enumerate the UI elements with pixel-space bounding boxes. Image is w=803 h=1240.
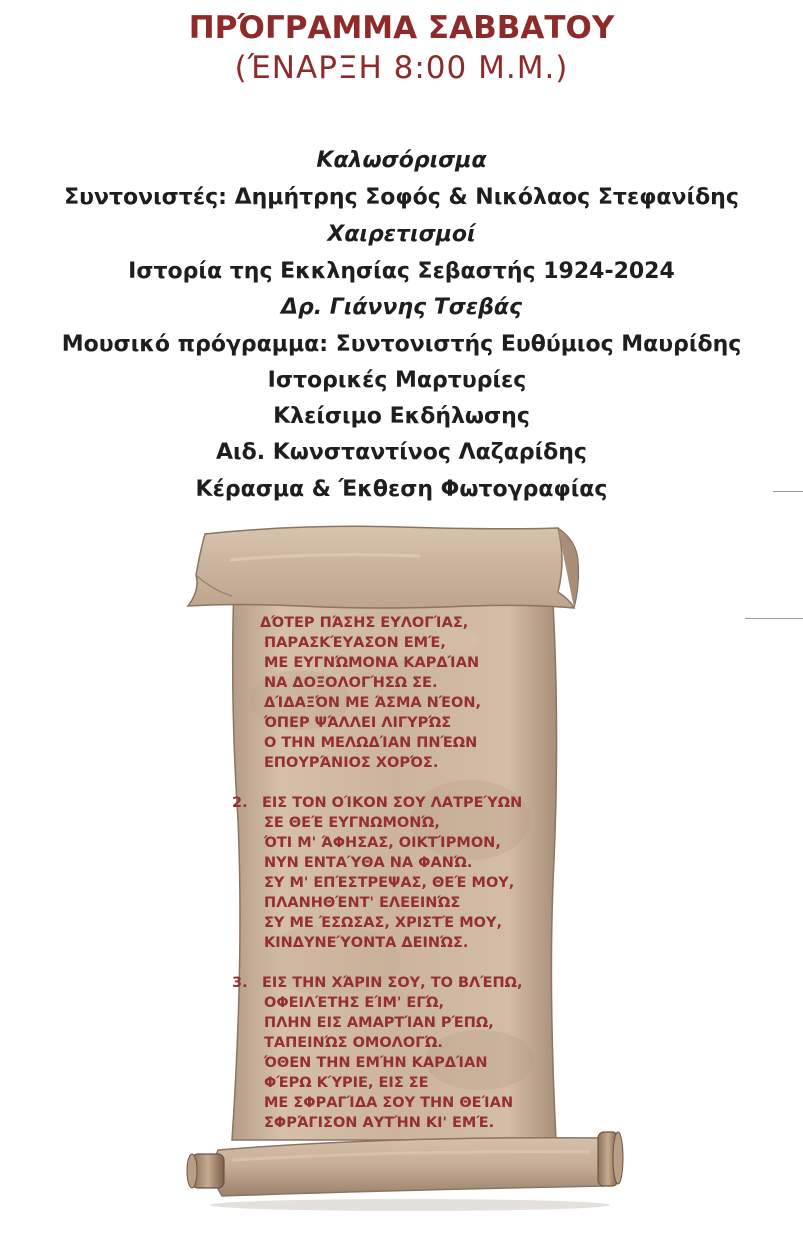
program-item-welcome: Καλωσόρισμα	[316, 148, 487, 173]
hymn-line: ΦΈΡΩ ΚΎΡΙΕ, ΕΙΣ ΣΕ	[264, 1075, 429, 1091]
program-item-reception: Κέρασμα & Έκθεση Φωτογραφίας	[195, 477, 608, 502]
hymn-line: ΜΕ ΣΦΡΑΓΊΔΑ ΣΟΥ ΤΗΝ ΘΕΊΑΝ	[264, 1095, 514, 1111]
hymn-line: ΣΦΡΆΓΙΣΟΝ ΑΥΤΉΝ ΚΙ' ΕΜΈ.	[264, 1115, 495, 1131]
hymn-line: ΚΙΝΔΥΝΕΎΟΝΤΑ ΔΕΙΝΏΣ.	[264, 935, 469, 951]
hymn-line: ΔΊΔΑΞΌΝ ΜΕ ΆΣΜΑ ΝΈΟΝ,	[264, 695, 482, 711]
program-item-closing: Κλείσιμο Εκδήλωσης	[273, 404, 530, 429]
hymn-line: ΝΥΝ ΕΝΤΑΎΘΑ ΝΑ ΦΑΝΏ.	[264, 855, 473, 871]
program-item-testimonies: Ιστορικές Μαρτυρίες	[267, 368, 527, 393]
hymn-line: ΣΥ Μ' ΕΠΈΣΤΡΕΨΑΣ, ΘΕΈ ΜΟΥ,	[264, 875, 515, 891]
program-item-music: Μουσικό πρόγραμμα: Συντονιστής Ευθύμιος Μαυρίδης	[61, 332, 742, 357]
program-item-greetings: Χαιρετισμοί	[327, 222, 476, 247]
hymn-line: ΕΙΣ ΤΟΝ ΟΊΚΟΝ ΣΟΥ ΛΑΤΡΕΎΩΝ	[262, 795, 523, 811]
hymn-line: ΣΕ ΘΕΈ ΕΥΓΝΩΜΟΝΏ,	[264, 815, 440, 831]
hymn-line: ΟΦΕΙΛΈΤΗΣ ΕΊΜ' ΕΓΏ,	[264, 995, 445, 1011]
hymn-line: ΔΌΤΕΡ ΠΆΣΗΣ ΕΥΛΟΓΊΑΣ,	[260, 615, 469, 631]
hymn-line: Ο ΤΗΝ ΜΕΛΩΔΊΑΝ ΠΝΈΩΝ	[264, 735, 478, 751]
hymn-line: ΜΕ ΕΥΓΝΏΜΟΝΑ ΚΑΡΔΊΑΝ	[264, 655, 480, 671]
program-item-speaker: Δρ. Γιάννης Τσεβάς	[280, 295, 523, 320]
hymn-line: ΌΘΕΝ ΤΗΝ ΕΜΉΝ ΚΑΡΔΊΑΝ	[264, 1055, 488, 1071]
verse-number: 2.	[232, 795, 248, 811]
hymn-line: ΕΠΟΥΡΆΝΙΟΣ ΧΟΡΌΣ.	[264, 755, 439, 771]
page-subtitle-start-time: (ΈΝΑΡΞΗ 8:00 Μ.Μ.)	[234, 50, 569, 86]
hymn-line: ΕΙΣ ΤΗΝ ΧΆΡΙΝ ΣΟΥ, ΤΟ ΒΛΈΠΩ,	[262, 975, 523, 991]
hymn-line: ΌΠΕΡ ΨΆΛΛΕΙ ΛΙΓΥΡΏΣ	[264, 715, 452, 731]
hymn-line: ΠΛΑΝΗΘΈΝΤ' ΕΛΕΕΙΝΏΣ	[264, 895, 461, 911]
hymn-line: ΌΤΙ Μ' ΆΦΗΣΑΣ, ΟΙΚΤΊΡΜΟΝ,	[264, 835, 501, 851]
program-item-history: Ιστορία της Εκκλησίας Σεβαστής 1924-2024	[128, 259, 675, 284]
hymn-line: ΠΑΡΑΣΚΈΥΑΣΟΝ ΕΜΈ,	[264, 635, 446, 651]
program-item-coordinators: Συντονιστές: Δημήτρης Σοφός & Νικόλαος Στεφανίδης	[64, 185, 739, 210]
verse-number: 3.	[232, 975, 248, 991]
program-item-priest: Αιδ. Κωνσταντίνος Λαζαρίδης	[216, 440, 587, 465]
hymn-line: ΠΛΗΝ ΕΙΣ ΑΜΑΡΤΊΑΝ ΡΈΠΩ,	[264, 1015, 494, 1031]
hymn-line: ΝΑ ΔΟΞΟΛΟΓΉΣΩ ΣΕ.	[264, 675, 438, 691]
hymn-line: ΣΥ ΜΕ ΈΣΩΣΑΣ, ΧΡΙΣΤΈ ΜΟΥ,	[264, 915, 502, 931]
hymn-line: ΤΑΠΕΙΝΏΣ ΟΜΟΛΟΓΏ.	[264, 1035, 443, 1051]
page-title: ΠΡΌΓΡΑΜΜΑ ΣΑΒΒΑΤΟΥ	[188, 10, 615, 46]
